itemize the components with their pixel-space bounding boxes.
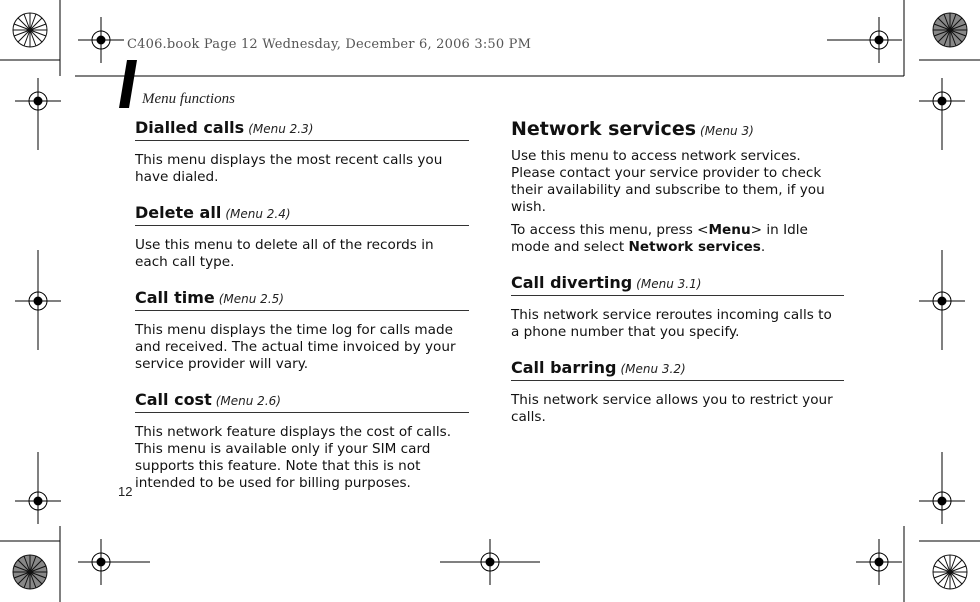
crosshair (78, 17, 124, 63)
starburst-bottom-right (933, 555, 967, 589)
text-run: . (760, 239, 766, 255)
section-network-services (511, 118, 844, 256)
section-body-access (511, 222, 844, 256)
section-title: Call time (135, 288, 215, 307)
left-column (135, 118, 469, 509)
section-body: Use this menu to access network services. Please contact your service provider to check their availability and subscribe to them, if you wish. (511, 148, 825, 215)
crosshair (856, 17, 902, 63)
section-title: Network services (511, 118, 697, 140)
section-body: This network service reroutes incoming calls to a phone number that you specify. (511, 307, 832, 340)
file-info-header: C406.book Page 12 Wednesday, December 6, 2006 3:50 PM (127, 37, 532, 52)
section-body: This menu displays the most recent calls you have dialed. (135, 152, 443, 185)
section-title: Call barring (511, 358, 617, 377)
section-body: This network service allows you to restrict your calls. (511, 392, 833, 425)
crosshair (78, 539, 124, 585)
starburst-bottom-left (13, 555, 47, 589)
crosshair (15, 478, 61, 524)
section-body: This menu displays the time log for calls made and received. The actual time invoiced by your service provider will vary. (135, 322, 456, 372)
section-heading (511, 358, 844, 381)
menu-number: (Menu 3.2) (620, 362, 686, 376)
menu-target-name: Network services (628, 239, 761, 255)
starburst-top-right (933, 13, 967, 47)
menu-number: (Menu 3) (700, 124, 754, 138)
menu-number: (Menu 2.4) (225, 207, 291, 221)
crosshair (15, 78, 61, 124)
menu-key-name: Menu (708, 222, 751, 238)
section-heading (135, 118, 469, 141)
section-body: Use this menu to delete all of the records in each call type. (135, 237, 434, 270)
section-heading (511, 118, 844, 140)
crosshair (919, 478, 965, 524)
menu-number: (Menu 2.6) (215, 394, 281, 408)
menu-number: (Menu 2.5) (218, 292, 284, 306)
section-body: This network feature displays the cost of calls. This menu is available only if your SIM card supports this feature. Note that this is not intended to be used for billing purposes. (135, 424, 452, 491)
section-delete-all (135, 203, 469, 271)
section-call-barring (511, 358, 844, 426)
menu-number: (Menu 3.1) (636, 277, 702, 291)
section-heading (135, 288, 469, 311)
crosshair (919, 78, 965, 124)
section-call-cost (135, 390, 469, 492)
title-accent-bar (119, 60, 137, 108)
menu-number: (Menu 2.3) (248, 122, 314, 136)
section-title: Dialled calls (135, 118, 245, 137)
section-title: Delete all (135, 203, 222, 222)
section-call-time (135, 288, 469, 373)
crosshair (919, 278, 965, 324)
starburst-top-left (13, 13, 47, 47)
text-run: To access this menu, press < (511, 222, 709, 238)
section-title: Call diverting (511, 273, 633, 292)
crosshair (856, 539, 902, 585)
section-dialled-calls (135, 118, 469, 186)
page-number: 12 (118, 484, 133, 499)
crosshair (15, 278, 61, 324)
section-heading (511, 273, 844, 296)
text-run: > in Idle mode and select (511, 222, 808, 255)
right-column (511, 118, 844, 443)
section-heading (135, 203, 469, 226)
section-call-diverting (511, 273, 844, 341)
running-title: Menu functions (142, 91, 235, 107)
section-title: Call cost (135, 390, 212, 409)
section-heading (135, 390, 469, 413)
